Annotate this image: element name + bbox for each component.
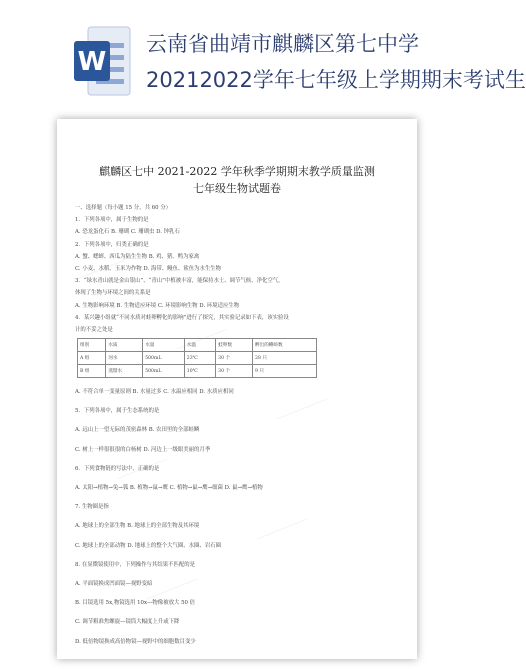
paper-line: 体现了生物与环境之间的关系是: [75, 290, 151, 297]
table-header-cell: 水量: [143, 339, 185, 352]
paper-line: C. 调节粗准焦螺旋—镜筒大幅度上升或下降: [75, 619, 180, 626]
paper-line: A. 不符合单一变量原则 B. 水量过多 C. 水温应相同 D. 水质应相同: [75, 389, 234, 395]
paper-line: 1．下列各项中，属于生物的是: [75, 217, 149, 224]
paper-line: C. 地球上的全部动物 D. 地球上的整个大气圈、水圈、岩石圈: [75, 542, 222, 549]
paper-line: A. 蟹、蟋蟀、西瓜为陆生生物 B. 鸡、猪、鸭为家禽: [75, 253, 200, 260]
table-cell: A 组: [78, 352, 106, 365]
paper-line: C. 小麦、水稻、玉米为作物 D. 海带、鳗鱼、鲨鱼为水生生物: [75, 266, 222, 272]
table-row: [78, 365, 317, 378]
paper-line: 2．下列各项中，归类正确的是: [75, 241, 149, 248]
word-document-icon: [74, 27, 130, 95]
paper-line: 一、选择题（每小题 15 分，共 60 分）: [75, 205, 172, 211]
table-cell: 蒸馏水: [106, 365, 143, 378]
table-row: [78, 352, 317, 365]
table-cell: 10℃: [184, 365, 215, 378]
table-header-row: [78, 339, 317, 352]
page-header: [0, 0, 526, 110]
title-line-1: 云南省曲靖市麒麟区第七中学: [146, 32, 419, 56]
table-header-cell: 水质: [106, 339, 143, 352]
table-cell: B 组: [78, 365, 106, 378]
paper-line: A. 平面镜换成凹面镜—视野变暗: [75, 581, 153, 587]
table-cell: 9 只: [253, 365, 317, 378]
paper-line: C. 树上一样很很很的白杨树 D. 河边上一级眼美丽的月季: [75, 446, 211, 453]
paper-line: A. 恐龙蛋化石 B. 珊瑚 C. 珊瑚虫 D. 钟乳石: [75, 229, 180, 236]
table-cell: 30 个: [216, 352, 253, 365]
table-cell: 500mL: [143, 352, 185, 365]
table-cell: 500mL: [143, 365, 185, 378]
paper-line: A. 生物影响环境 B. 生物适应环境 C. 环境影响生物 D. 环境适应生物: [75, 302, 240, 309]
paper-line: 7. 生物圈是指: [75, 504, 109, 511]
word-icon-letter: W: [77, 47, 107, 77]
paper-line: A. 地球上的全部生物 B. 地球上的全部生物及其环境: [75, 523, 200, 530]
table-cell: 30 个: [216, 365, 253, 378]
title-line-2: 20212022学年七年级上学期期末考试生: [146, 68, 526, 92]
paper-line: 8. 在显微镜使用中，下列操作与其结果不匹配的是: [75, 561, 196, 568]
table-header-cell: 孵出的蝌蚪数: [253, 339, 317, 352]
paper-line: 3．“绿水青山就是金山银山”、“青山”中植被丰富，能保持水土、调节气候、净化空气，: [75, 278, 284, 285]
table-cell: 河水: [106, 352, 143, 365]
paper-line: 4．某兴趣小组就“不同水质对蛙卵孵化的影响”进行了探究，其实验记录如下表，该实验设: [75, 314, 289, 321]
paper-subtitle: 七年级生物试题卷: [193, 182, 281, 195]
paper-line: B. 目镜选用 5x,物镜选用 10x—物像被放大 50 倍: [75, 600, 196, 607]
paper-line: A. 远山上一望无际的茂密森林 B. 农田里的全部蛙鳞: [75, 427, 200, 434]
paper-line: D. 低倍物镜换成高倍物镜—视野中的细胞数目变少: [75, 638, 196, 645]
document-preview: [57, 119, 417, 659]
table-cell: 23℃: [184, 352, 215, 365]
table-header-cell: 组别: [78, 339, 106, 352]
paper-line: 5．下列各项中，属于生态系统的是: [75, 408, 160, 415]
table-header-cell: 蛙卵数: [216, 339, 253, 352]
paper-line: A. 太阳→植物→兔→狐 B. 植物→鼠→鹰 C. 植物→鼠→鹰→细菌 D. 鼠→鹰→植物: [75, 485, 263, 491]
paper-line: 6．下列食物链的写法中，正确的是: [75, 465, 160, 472]
table-cell: 28 只: [253, 352, 317, 365]
experiment-table: [77, 338, 317, 378]
page-title: [146, 26, 526, 98]
table-header-cell: 水温: [184, 339, 215, 352]
paper-title: 麒麟区七中 2021-2022 学年秋季学期期末教学质量监测: [99, 165, 375, 178]
paper-line: 计的不妥之处是: [75, 327, 113, 333]
